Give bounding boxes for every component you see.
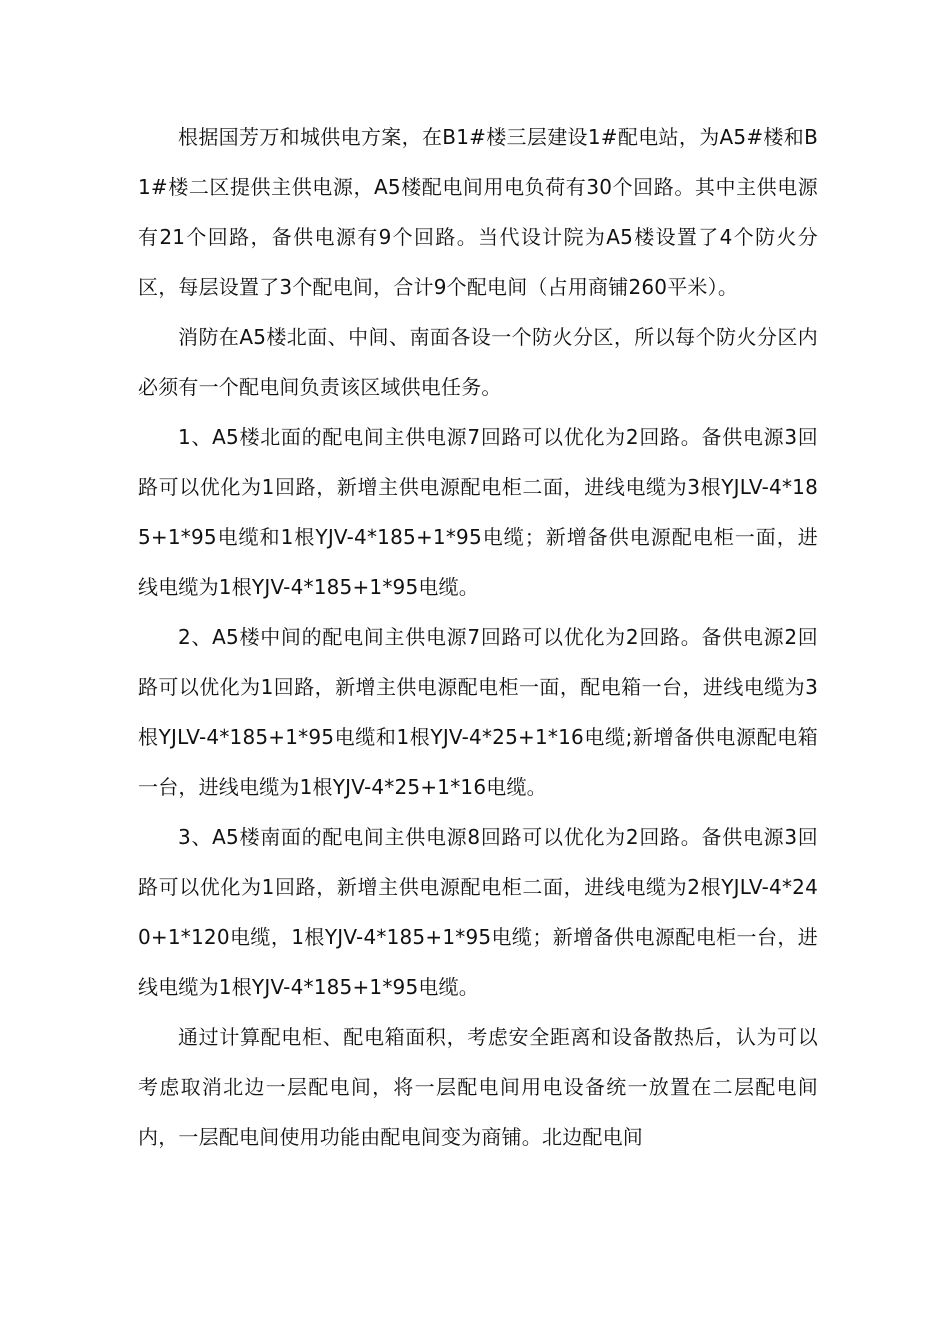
document-body	[138, 112, 818, 1162]
paragraph-fire-zones: 消防在A5楼北面、中间、南面各设一个防火分区，所以每个防火分区内必须有一个配电间负责该区域供电任务。	[138, 325, 818, 399]
paragraph-power-supply-plan: 根据国芳万和城供电方案，在B1#楼三层建设1#配电站，为A5#楼和B1#楼二区提供主供电源，A5楼配电间用电负荷有30个回路。其中主供电源有21个回路，备供电源有9个回路。当代设计院为A5楼设置了4个防火分区，每层设置了3个配电间，合计9个配电间（占用商铺260平米）。	[138, 125, 818, 299]
paragraph-north-room: 1、A5楼北面的配电间主供电源7回路可以优化为2回路。备供电源3回路可以优化为1回路，新增主供电源配电柜二面，进线电缆为3根YJLV-4*185+1*95电缆和1根YJV-4*185+1*95电缆；新增备供电源配电柜一面，进线电缆为1根YJV-4*185+1*95电缆。	[138, 425, 818, 599]
paragraph-south-room: 3、A5楼南面的配电间主供电源8回路可以优化为2回路。备供电源3回路可以优化为1回路，新增主供电源配电柜二面，进线电缆为2根YJLV-4*240+1*120电缆，1根YJV-4*185+1*95电缆；新增备供电源配电柜一台，进线电缆为1根YJV-4*185+1*95电缆。	[138, 825, 818, 999]
paragraph-middle-room: 2、A5楼中间的配电间主供电源7回路可以优化为2回路。备供电源2回路可以优化为1回路，新增主供电源配电柜一面，配电箱一台，进线电缆为3根YJLV-4*185+1*95电缆和1根YJV-4*25+1*16电缆;新增备供电源配电箱一台，进线电缆为1根YJV-4*25+1*16电缆。	[138, 625, 818, 799]
paragraph-area-calculation: 通过计算配电柜、配电箱面积，考虑安全距离和设备散热后，认为可以考虑取消北边一层配电间，将一层配电间用电设备统一放置在二层配电间内，一层配电间使用功能由配电间变为商铺。北边配电间	[138, 1025, 818, 1149]
